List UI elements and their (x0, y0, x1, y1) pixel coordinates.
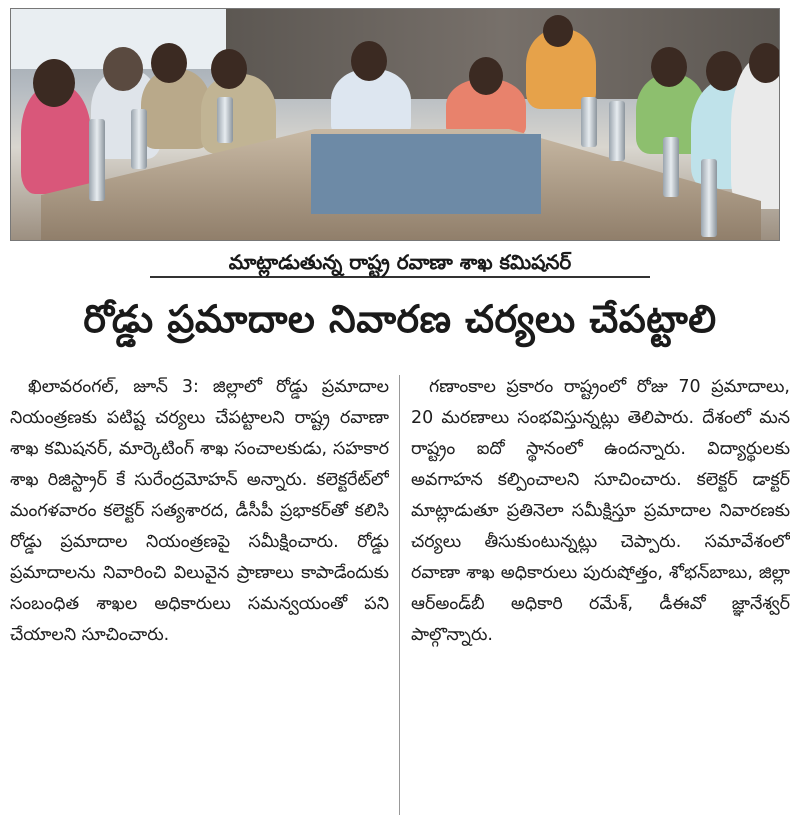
article-column-right (411, 372, 790, 820)
article-column-left (10, 372, 389, 820)
article-paragraph: గణాంకాల ప్రకారం రాష్ట్రంలో రోజు 70 ప్రమాదాలు, 20 మరణాలు సంభవిస్తున్నట్లు తెలిపారు. దేశంలో మన రాష్ట్రం ఐదో స్థానంలో ఉందన్నారు. విద్యార్థులకు అవగాహన కల్పించాలని సూచించారు. కలెక్టర్ డాక్టర్ మాట్లాడుతూ ప్రతినెలా సమీక్షిస్తూ ప్రమాదాల నివారణకు చర్యలు తీసుకుంటున్నట్లు చెప్పారు. సమావేశంలో రవాణా శాఖ అధికారులు పురుషోత్తం, శోభన్‌బాబు, జిల్లా ఆర్అండ్‌బీ అధికారి రమేశ్, డీఈవో జ్ఞానేశ్వర్ పాల్గొన్నారు. (411, 377, 790, 645)
headline: రోడ్డు ప్రమాదాల నివారణ చర్యలు చేపట్టాలి (83, 297, 717, 341)
news-photo (10, 8, 780, 241)
photo-caption: మాట్లాడుతున్న రాష్ట్ర రవాణా శాఖ కమిషనర్ (150, 248, 650, 278)
article-body (10, 372, 790, 820)
article-paragraph: ఖిలావరంగల్, జూన్ 3: జిల్లాలో రోడ్డు ప్రమాదాల నియంత్రణకు పటిష్ట చర్యలు చేపట్టాలని రాష్ట్ర రవాణా శాఖ కమిషనర్, మార్కెటింగ్ శాఖ సంచాలకుడు, సహకార శాఖ రిజిస్ట్రార్ కే సురేంద్రమోహన్ అన్నారు. కలెక్టరేట్‌లో మంగళవారం కలెక్టర్ సత్యశారద, డీసీపీ ప్రభాకర్‌తో కలిసి రోడ్డు ప్రమాదాల నియంత్రణపై సమీక్షించారు. రోడ్డు ప్రమాదాలను నివారించి విలువైన ప్రాణాలు కాపాడేందుకు సంబంధిత శాఖల అధికారులు సమన్వయంతో పని చేయాలని సూచించారు. (10, 377, 389, 645)
